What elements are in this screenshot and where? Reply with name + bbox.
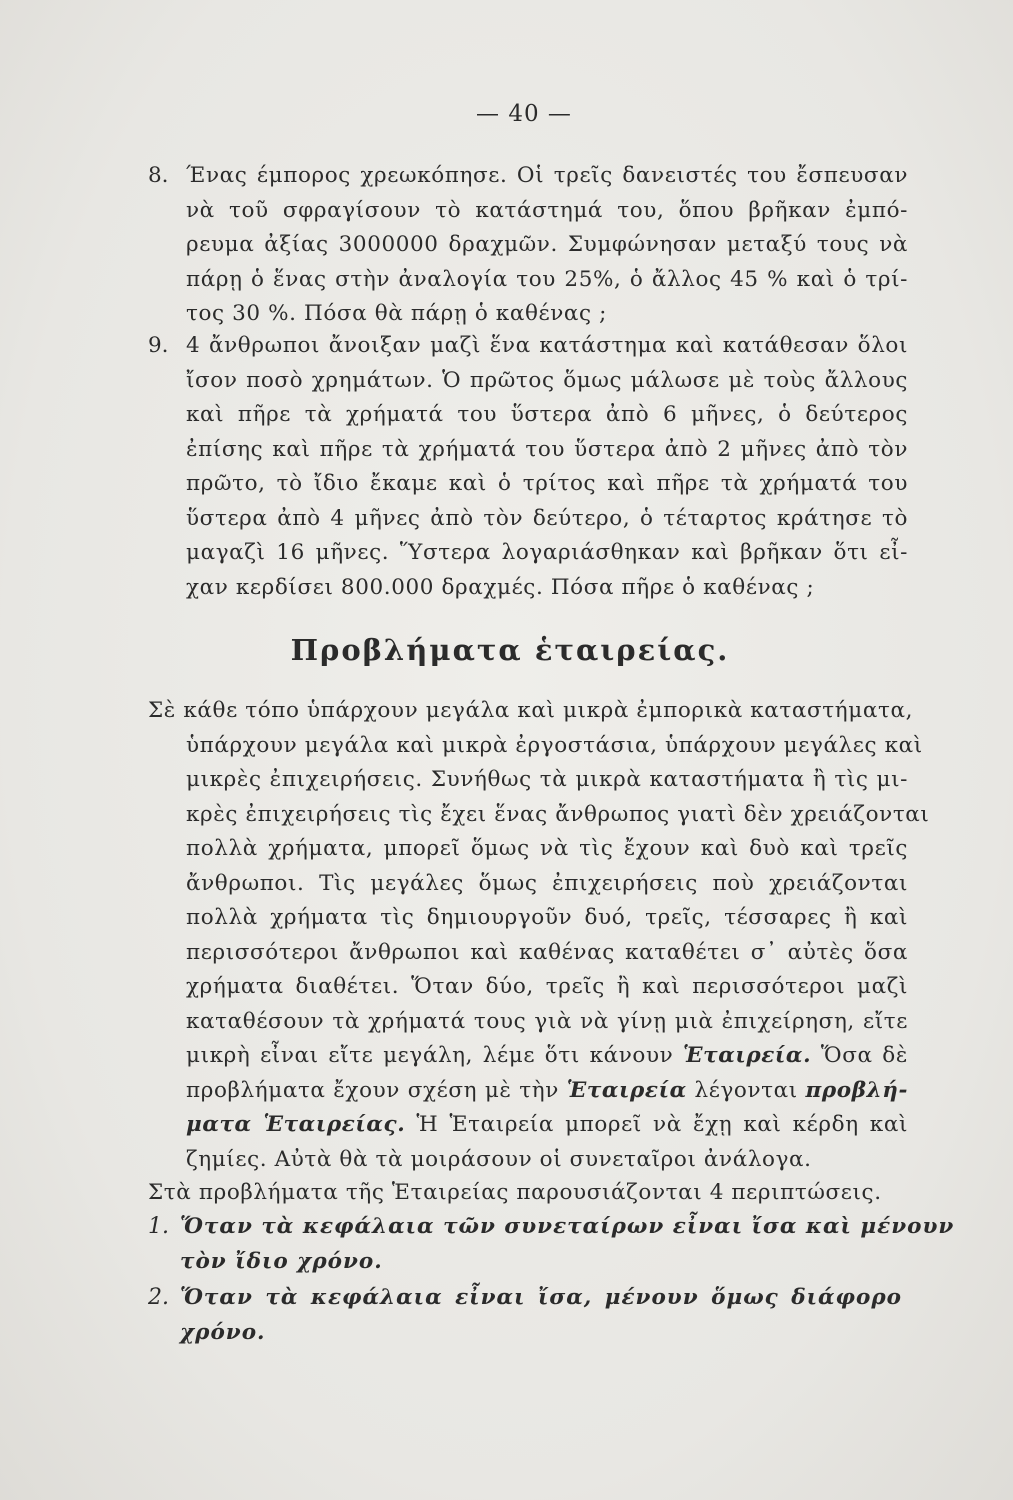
- problem-9-line: ὕστερα ἀπὸ 4 μῆνες ἀπὸ τὸν δεύτερο, ὁ τέταρτος κράτησε τὸ: [186, 505, 908, 531]
- paragraph-line: κρὲς ἐπιχειρήσεις τὶς ἔχει ἕνας ἄνθρωπος γιατὶ δὲν χρειάζονται: [186, 801, 930, 827]
- paragraph-line: [186, 1074, 908, 1109]
- paragraph-line: πολλὰ χρήματα τὶς δημιουργοῦν δυό, τρεῖς, τέσσαρες ἢ καὶ: [186, 905, 908, 930]
- case-2-line: χρόνο.: [180, 1319, 266, 1345]
- problem-9-line: ἐπίσης καὶ πῆρε τὰ χρήματά του ὕστερα ἀπὸ 2 μῆνες ἀπὸ τὸν: [186, 436, 908, 462]
- paragraph-text: Ἡ Ἑταιρεία μπορεῖ νὰ ἔχῃ καὶ κέρδη καὶ: [405, 1112, 908, 1137]
- problem-9-number: 9.: [148, 333, 169, 358]
- paragraph-text: Ὅσα δὲ: [811, 1043, 908, 1068]
- case-1-number: 1.: [148, 1214, 169, 1239]
- case-2-line: Ὅταν τὰ κεφάλαια εἶναι ἴσα, μένουν ὅμως διάφορο: [180, 1285, 902, 1310]
- section-heading: Προβλήματα ἑταιρείας.: [290, 633, 730, 667]
- paragraph-line: χρήματα διαθέτει. Ὅταν δύο, τρεῖς ἢ καὶ περισσότεροι μαζὶ: [186, 974, 908, 999]
- term-company-problems: ματα Ἑταιρείας.: [186, 1112, 406, 1137]
- case-2-number: 2.: [148, 1285, 169, 1310]
- paragraph-body: [186, 729, 930, 1178]
- paragraph-line: ὑπάρχουν μεγάλα καὶ μικρὰ ἐργοστάσια, ὑπάρχουν μεγάλες καὶ: [186, 732, 923, 758]
- paragraph-line: μικρὲς ἐπιχειρήσεις. Συνήθως τὰ μικρὰ καταστήματα ἢ τὶς μι-: [186, 767, 908, 792]
- paragraph-text: προβλήματα ἔχουν σχέση μὲ τὴν: [186, 1077, 567, 1103]
- problem-9-line: καὶ πῆρε τὰ χρήματά του ὕστερα ἀπὸ 6 μῆνες, ὁ δεύτερος: [186, 402, 908, 427]
- paragraph-text: λέγονται: [686, 1077, 806, 1103]
- cases-intro: Στὰ προβλήματα τῆς Ἑταιρείας παρουσιάζονται 4 περιπτώσεις.: [148, 1180, 882, 1205]
- paragraph-line: [186, 1039, 908, 1074]
- case-1-text: [180, 1210, 955, 1279]
- case-1-line: τὸν ἴδιο χρόνο.: [180, 1248, 383, 1274]
- paragraph-text: μικρὴ εἶναι εἴτε μεγάλη, λέμε ὅτι κάνουν: [186, 1043, 683, 1068]
- problem-9-line: μαγαζὶ 16 μῆνες. Ὕστερα λογαριάσθηκαν καὶ βρῆκαν ὅτι εἶ-: [186, 540, 908, 565]
- term-company: Ἑταιρεία: [566, 1077, 687, 1103]
- problem-8-text: [186, 159, 908, 332]
- problem-8-line: πάρῃ ὁ ἕνας στὴν ἀναλογία του 25%, ὁ ἄλλος 45 % καὶ ὁ τρί-: [186, 266, 908, 292]
- problem-8-number: 8.: [148, 163, 169, 188]
- problem-9-line: χαν κερδίσει 800.000 δραχμές. Πόσα πῆρε ὁ καθένας ;: [186, 574, 815, 600]
- problem-8-line: ρευμα ἀξίας 3000000 δραχμῶν. Συμφώνησαν μεταξύ τους νὰ: [186, 232, 908, 257]
- paragraph-first-line-wrap: [148, 694, 914, 729]
- problem-9-text: [186, 329, 908, 605]
- paragraph-line: πολλὰ χρήματα, μπορεῖ ὅμως νὰ τὶς ἔχουν καὶ δυὸ καὶ τρεῖς: [186, 836, 908, 861]
- paragraph-line: καταθέσουν τὰ χρήματά τους γιὰ νὰ γίνῃ μιὰ ἐπιχείρηση, εἴτε: [186, 1008, 908, 1034]
- cases-intro-wrap: [148, 1176, 882, 1211]
- paragraph-line: ζημίες. Αὐτὰ θὰ τὰ μοιράσουν οἱ συνεταῖροι ἀνάλογα.: [186, 1146, 812, 1172]
- page-number: — 40 —: [476, 101, 572, 127]
- problem-9-line: 4 ἄνθρωποι ἄνοιξαν μαζὶ ἕνα κατάστημα καὶ κατάθεσαν ὅλοι: [186, 333, 908, 358]
- problem-9-line: ἴσον ποσὸ χρημάτων. Ὁ πρῶτος ὅμως μάλωσε μὲ τοὺς ἄλλους: [186, 367, 908, 393]
- paragraph-line: περισσότεροι ἄνθρωποι καὶ καθένας καταθέτει σ᾽ αὐτὲς ὅσα: [186, 939, 908, 965]
- case-2-text: [180, 1281, 902, 1350]
- paragraph-line: [186, 1108, 908, 1143]
- problem-9-line: πρῶτο, τὸ ἴδιο ἔκαμε καὶ ὁ τρίτος καὶ πῆρε τὰ χρήματά του: [186, 471, 908, 496]
- paragraph-line: Σὲ κάθε τόπο ὑπάρχουν μεγάλα καὶ μικρὰ ἐμπορικὰ καταστήματα,: [148, 698, 914, 723]
- case-1-line: Ὅταν τὰ κεφάλαια τῶν συνεταίρων εἶναι ἴσα καὶ μένουν: [180, 1214, 955, 1239]
- problem-8-line: τος 30 %. Πόσα θὰ πάρῃ ὁ καθένας ;: [186, 301, 607, 326]
- term-company: Ἑταιρεία.: [683, 1043, 812, 1068]
- term-problems: προβλή-: [805, 1077, 909, 1103]
- paragraph-line: ἄνθρωποι. Τὶς μεγάλες ὅμως ἐπιχειρήσεις ποὺ χρειάζονται: [186, 870, 908, 896]
- problem-8-line: Ένας έμπορος χρεωκόπησε. Οἱ τρεῖς δανειστές του ἔσπευσαν: [186, 163, 908, 188]
- problem-8-line: νὰ τοῦ σφραγίσουν τὸ κατάστημά του, ὅπου βρῆκαν ἐμπό-: [186, 197, 908, 223]
